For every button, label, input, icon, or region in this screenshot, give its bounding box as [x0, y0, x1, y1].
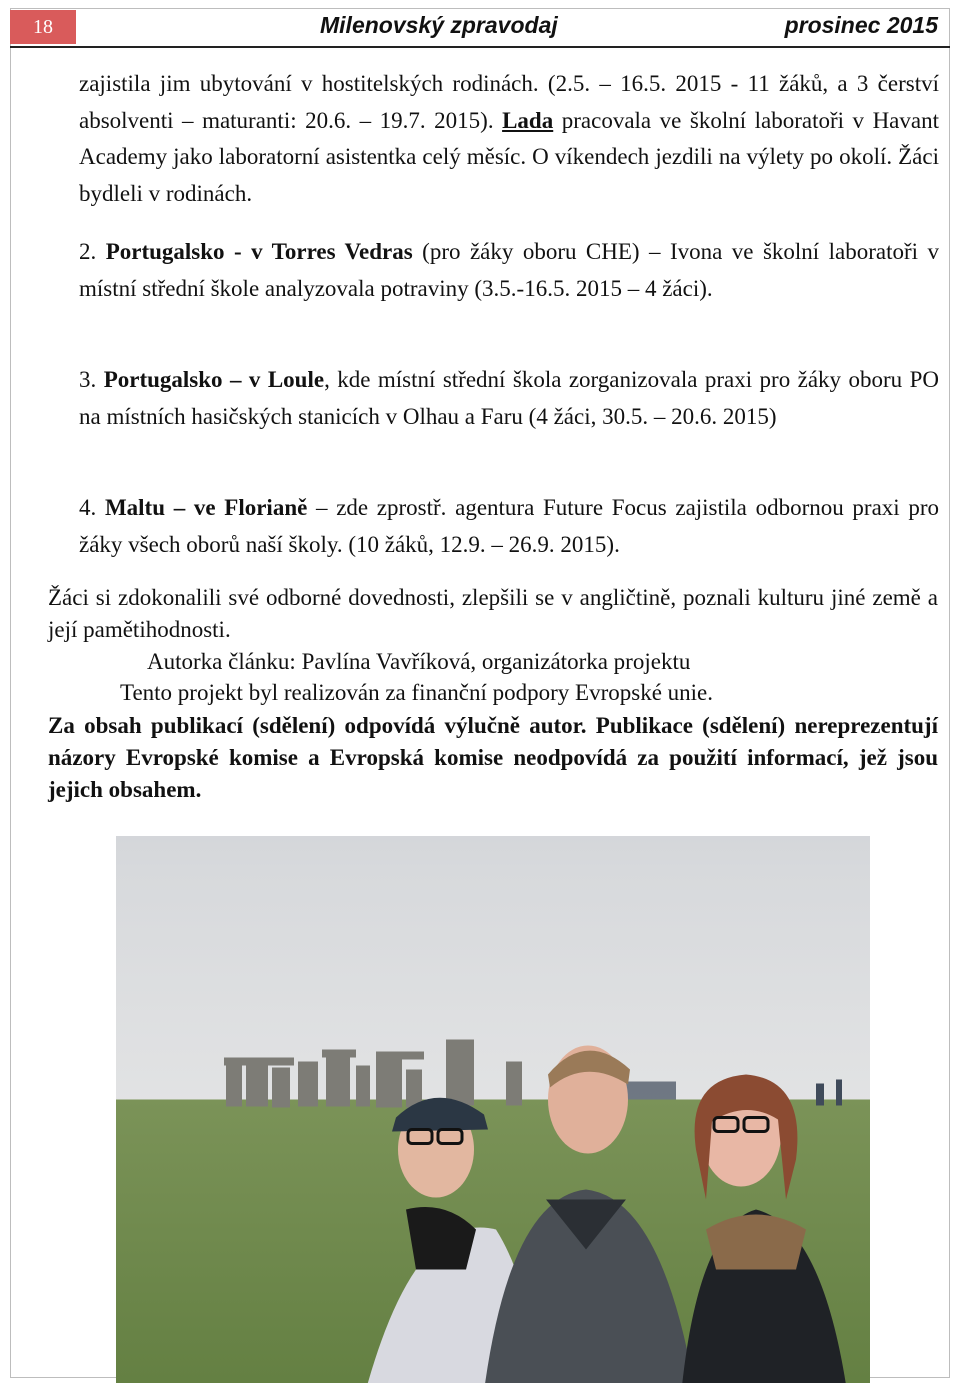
paragraph-uk-placement: zajistila jim ubytování v hostitelských rodinách. (2.5. – 16.5. 2015 - 11 žáků, a 3 čerství absolventi – maturanti: 20.6. – 19.7. 2015). Lada pracovala ve školní laboratoři v Havant Academy jako laboratorní asistentka celý měsíc. O víkendech jezdili na výlety po okolí. Žáci bydleli v rodinách. [79, 71, 939, 206]
name-lada: Lada [502, 107, 554, 133]
list-item-portugal-loule: 3. Portugalsko – v Loule, kde místní střední škola zorganizovala praxi pro žáky oboru PO na místních hasičských stanicích v Olhau a Faru (4 žáci, 30.5. – 20.6. 2015) [79, 367, 939, 429]
newsletter-title: Milenovský zpravodaj [320, 12, 558, 38]
stonehenge-group-photo [116, 836, 870, 1383]
list-item-portugal-torres-vedras: 2. Portugalsko - v Torres Vedras (pro žáky oboru CHE) – Ivona ve školní laboratoři v místní střední škole analyzovala potraviny (3.5.-16.5. 2015 – 4 žáci). [79, 239, 940, 301]
funding-note: Tento projekt byl realizován za finanční podpory Evropské unie. [120, 680, 714, 705]
eu-disclaimer: Za obsah publikací (sdělení) odpovídá výlučně autor. Publikace (sdělení) nereprezentují názory Evropské komise a Evropská komise neodpovídá za použití informací, jež jsou jejich obsahem. [48, 713, 938, 802]
page-number: 18 [10, 10, 76, 44]
summary-paragraph: Žáci si zdokonalili své odborné dovednosti, zlepšili se v angličtině, poznali kulturu jiné země a její pamětihodnosti. [48, 585, 938, 642]
header-divider [10, 46, 950, 48]
issue-date: prosinec 2015 [784, 12, 938, 38]
list-item-malta-floriana: 4. Maltu – ve Florianě – zde zprostř. agentura Future Focus zajistila odbornou praxi pro žáky všech oborů naší školy. (10 žáků, 12.9. – 26.9. 2015). [79, 495, 940, 557]
article-author: Autorka článku: Pavlína Vavříková, organizátorka projektu [147, 649, 691, 674]
